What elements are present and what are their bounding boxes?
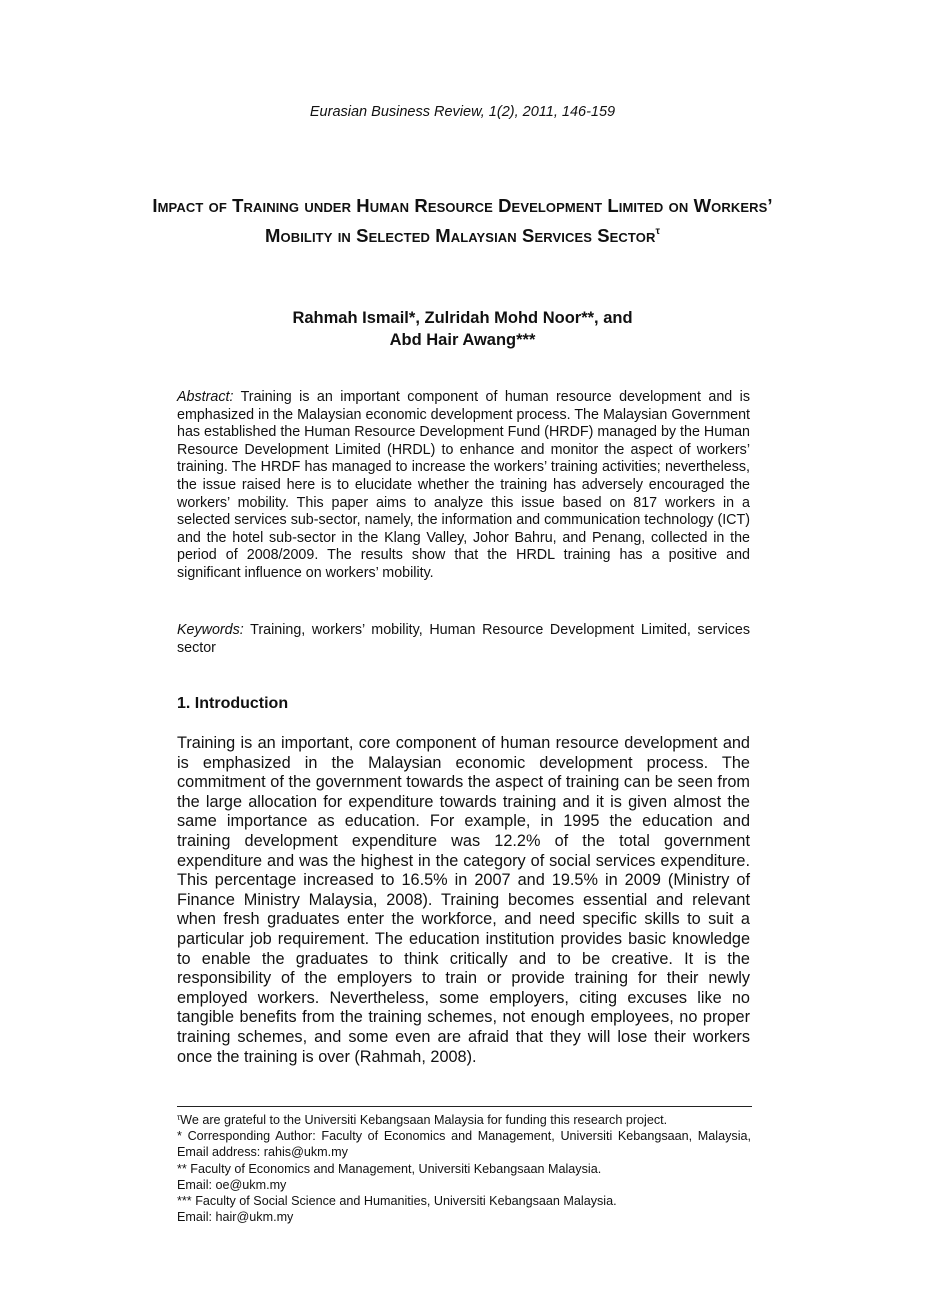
footnote-mark: τ — [177, 1113, 181, 1122]
abstract-label: Abstract: — [177, 389, 234, 405]
footnote-corresponding-author: * Corresponding Author: Faculty of Economics and Management, Universiti Kebangsaan, Malaysia, Email address: rahis@ukm.my — [177, 1129, 751, 1160]
footnotes — [177, 1110, 751, 1225]
footnote-second-author-email: Email: oe@ukm.my — [177, 1177, 287, 1192]
footnote-divider — [177, 1106, 752, 1107]
footnote-third-author: *** Faculty of Social Science and Humanities, Universiti Kebangsaan Malaysia. — [177, 1194, 617, 1209]
footnote-text: We are grateful to the Universiti Kebangsaan Malaysia for funding this research project. — [180, 1113, 668, 1127]
authors-line-1: Rahmah Ismail*, Zulridah Mohd Noor**, and — [292, 309, 633, 327]
introduction-paragraph: Training is an important, core component of human resource development and is emphasized in the Malaysian economic development process. The commitment of the government towards the aspect of training can be seen from the large allocation for expenditure towards training and it is given almost the same importance as education. For example, in 1995 the education and training development expenditure was 12.2% of the total government expenditure and was the highest in the category of social services expenditure. This percentage increased to 16.5% in 2007 and 19.5% in 2009 (Ministry of Finance Ministry Malaysia, 2008). Training becomes essential and relevant when fresh graduates enter the workforce, and need specific skills to suit a particular job requirement. The education institution provides basic knowledge to enable the graduates to think critically and to be creative. It is the responsibility of the employers to train or provide training for their newly employed workers. Nevertheless, some employers, citing excuses like no tangible benefits from the training schemes, not enough employees, no proper training schemes, and some even are afraid that they will lose their workers once the training is over (Rahmah, 2008). — [177, 734, 750, 1066]
footnote-second-author: ** Faculty of Economics and Management, Universiti Kebangsaan Malaysia. — [177, 1161, 602, 1176]
footnote-third-author-email: Email: hair@ukm.my — [177, 1210, 294, 1225]
journal-citation: Eurasian Business Review, 1(2), 2011, 146-159 — [309, 104, 616, 120]
title-footnote-mark: τ — [655, 226, 661, 237]
footnote-funding — [177, 1110, 751, 1128]
author-list — [150, 307, 775, 351]
keywords — [177, 622, 750, 657]
paper-title — [150, 193, 775, 249]
abstract — [177, 389, 750, 583]
abstract-text: Training is an important component of human resource development and is emphasized in the Malaysian economic development process. The Malaysian Government has established the Human Resource Development Fund (HRDF) managed by the Human Resource Development Limited (HRDL) to enhance and monitor the aspect of workers’ training. The HRDF has managed to increase the workers’ training activities; nevertheless, the issue raised here is to elucidate whether the training has adversely encouraged the workers’ mobility. This paper aims to analyze this issue based on 817 workers in a selected services sub-sector, namely, the information and communication technology (ICT) and the hotel sub-sector in the Klang Valley, Johor Bahru, and Penang, collected in the period of 2008/2009. The results show that the HRDL training has a positive and significant influence on workers’ mobility. — [177, 389, 750, 581]
section-heading-introduction: 1. Introduction — [177, 695, 289, 712]
keywords-label: Keywords: — [177, 622, 244, 638]
keywords-text: Training, workers’ mobility, Human Resource Development Limited, services sector — [177, 622, 750, 656]
authors-line-2: Abd Hair Awang*** — [389, 331, 536, 349]
paper-title-text: Impact of Training under Human Resource Development Limited on Workers’ Mobility in Selected Malaysian Services Sector — [152, 195, 773, 246]
